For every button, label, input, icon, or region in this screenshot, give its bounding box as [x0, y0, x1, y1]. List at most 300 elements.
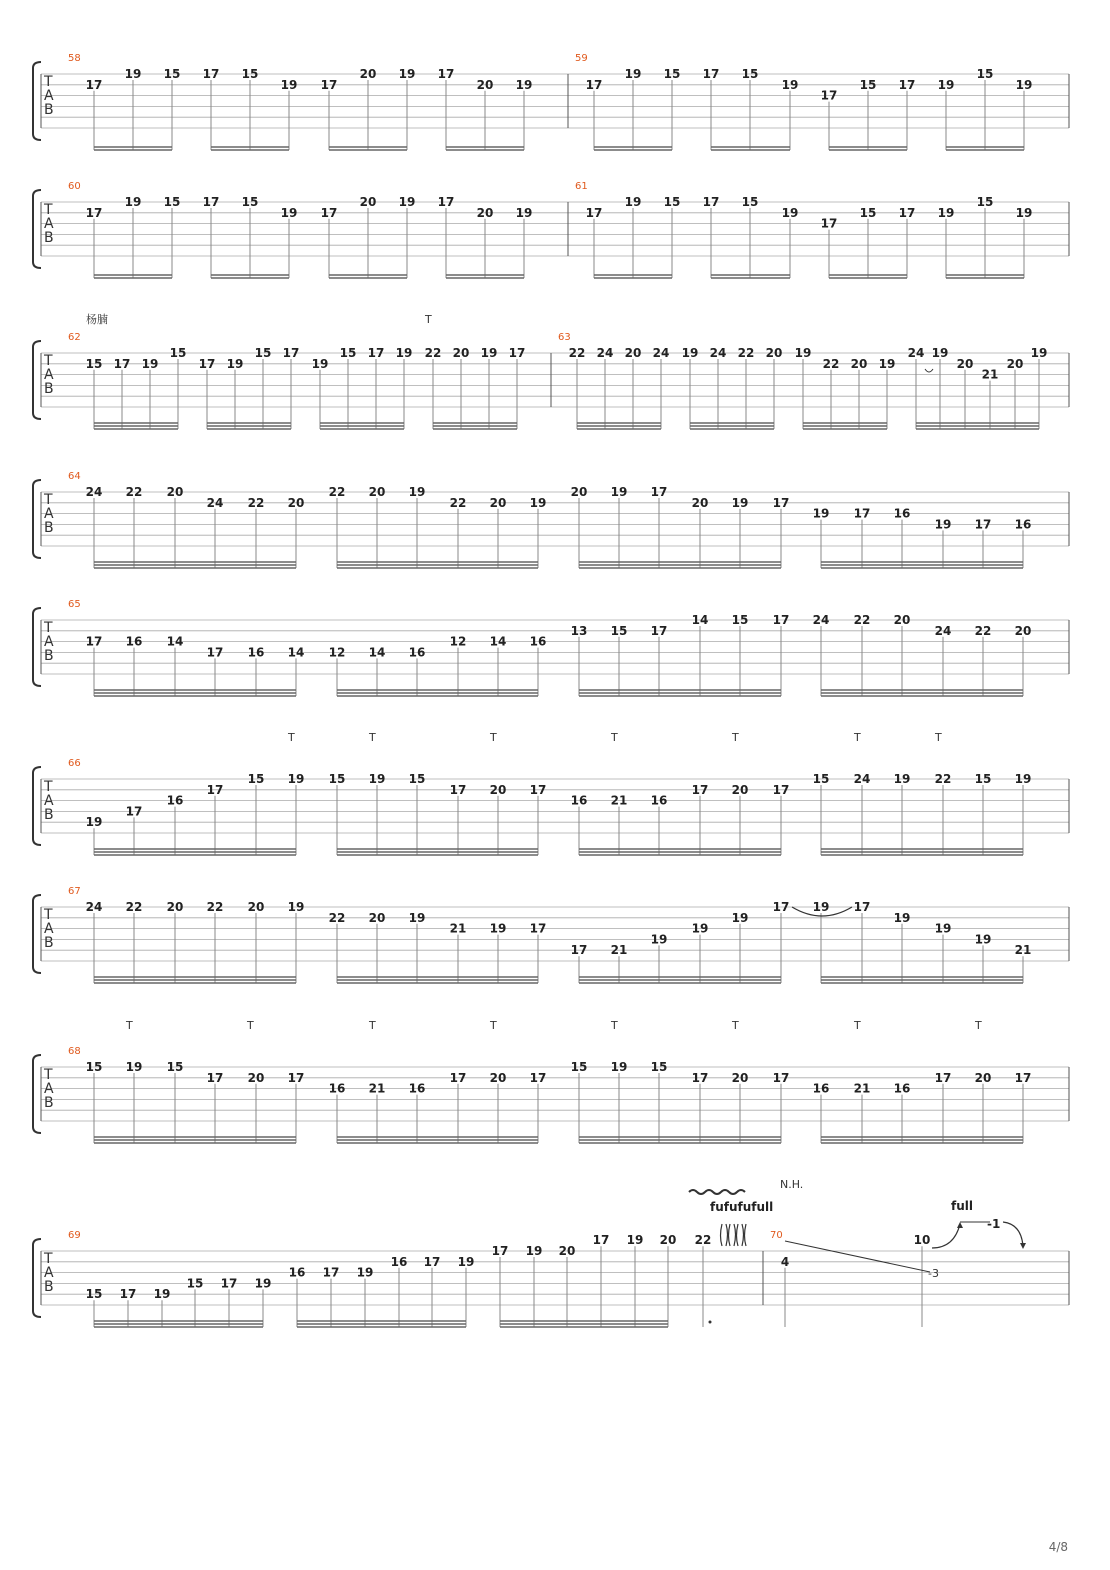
- tab-system: [33, 758, 1069, 855]
- tap-marker: T: [854, 1019, 861, 1032]
- tap-marker: T: [611, 1019, 618, 1032]
- fret-number: 24: [853, 772, 871, 786]
- fret-number: 17: [206, 1070, 224, 1085]
- fret-number: 15: [812, 772, 830, 786]
- bend-arrows: [721, 1224, 747, 1246]
- fret-number: 19: [781, 205, 799, 220]
- fret-number: 22: [568, 346, 586, 360]
- fret-number: 22: [424, 346, 442, 360]
- tap-marker: T: [935, 731, 942, 744]
- fret-number: 15: [974, 772, 992, 786]
- fret-number: 19: [1015, 77, 1033, 92]
- fret-number: 19: [878, 356, 896, 371]
- tab-clef-letter: T: [44, 492, 53, 508]
- fret-number: 17: [820, 216, 838, 231]
- fret-number: 22: [822, 356, 840, 371]
- fret-number: 20: [691, 495, 709, 510]
- system-brace: [33, 62, 41, 140]
- measure-number: 63: [558, 332, 571, 343]
- fret-number: 15: [85, 1287, 103, 1302]
- system-brace: [33, 1055, 41, 1133]
- fret-number: 15: [166, 1060, 184, 1074]
- fret-number: 17: [125, 804, 143, 819]
- fret-number: 20: [956, 356, 974, 371]
- measure-number: 62: [68, 332, 81, 343]
- fret-number: 17: [437, 195, 455, 209]
- fret-number: 20: [359, 67, 377, 81]
- fret-number: 14: [368, 645, 386, 660]
- fret-number: 21: [610, 943, 628, 958]
- fret-number: 20: [659, 1233, 677, 1248]
- fret-number: 19: [85, 815, 103, 830]
- fret-number: 17: [320, 205, 338, 220]
- bend-release-arrowhead: [1020, 1243, 1026, 1249]
- fret-number: 17: [198, 356, 216, 371]
- full-bend-label: full: [951, 1199, 973, 1213]
- fret-number: 17: [491, 1244, 509, 1258]
- fret-number: 16: [408, 645, 426, 660]
- tab-system: [33, 471, 1069, 568]
- tab-clef-letter: T: [44, 74, 53, 90]
- fret-number: 19: [489, 921, 507, 936]
- fret-number: 17: [772, 782, 790, 797]
- fret-number: 20: [489, 1070, 507, 1085]
- fret-number: 15: [663, 67, 681, 81]
- tap-marker: T: [369, 1019, 376, 1032]
- tap-marker: T: [288, 731, 295, 744]
- fret-number: 24: [812, 613, 830, 627]
- fret-number: 17: [702, 195, 720, 209]
- fret-number: 17: [772, 1070, 790, 1085]
- fret-number: 19: [226, 356, 244, 371]
- measure-number: 64: [68, 471, 81, 482]
- fret-number: 14: [287, 645, 305, 660]
- page-number: 4/8: [1048, 1540, 1068, 1554]
- fret-number: 17: [282, 346, 300, 360]
- tab-clef-letter: B: [44, 381, 54, 397]
- fret-number: 17: [585, 77, 603, 92]
- fret-number: 17: [974, 517, 992, 532]
- system-brace: [33, 767, 41, 845]
- fret-number: 16: [125, 634, 143, 649]
- fret-number: 15: [339, 346, 357, 360]
- fret-number: 20: [893, 613, 911, 627]
- tap-marker: T: [854, 731, 861, 744]
- fret-number: 19: [624, 195, 642, 209]
- measure-number: 69: [68, 1230, 81, 1241]
- fret-number: 19: [515, 77, 533, 92]
- dot-marker: [709, 1321, 712, 1324]
- system-brace: [33, 480, 41, 558]
- fret-number: 20: [1014, 623, 1032, 638]
- fret-number: 19: [937, 77, 955, 92]
- fret-number: 19: [457, 1254, 475, 1269]
- tab-clef-letter: A: [44, 1081, 54, 1097]
- vibrato-mark: [689, 1190, 745, 1194]
- fret-number: 20: [570, 485, 588, 499]
- fret-number: 19: [781, 77, 799, 92]
- fret-number: 14: [691, 613, 709, 627]
- fret-number: 17: [820, 88, 838, 103]
- measure-number: 66: [68, 758, 81, 769]
- fret-number: 16: [529, 634, 547, 649]
- fret-number: 17: [508, 346, 526, 360]
- fret-number: 14: [166, 634, 184, 649]
- fret-number: 16: [408, 1081, 426, 1096]
- tab-clef-letter: A: [44, 88, 54, 104]
- bend-release-curve: [1003, 1222, 1023, 1246]
- fret-number: 15: [85, 356, 103, 371]
- fret-number: 19: [368, 772, 386, 786]
- fret-number: 19: [398, 67, 416, 81]
- fret-number: 24: [206, 495, 224, 510]
- fret-number: 17: [220, 1276, 238, 1291]
- tap-marker: T: [611, 731, 618, 744]
- measure-number: 67: [68, 886, 81, 897]
- fret-number: 19: [141, 356, 159, 371]
- fret-number: 17: [529, 782, 547, 797]
- fret-number: 22: [328, 910, 346, 925]
- fret-number: 20: [489, 495, 507, 510]
- fret-number: 15: [976, 67, 994, 81]
- tab-clef-letter: T: [44, 907, 53, 923]
- fret-number: 17: [853, 506, 871, 521]
- tab-clef-letter: B: [44, 1095, 54, 1111]
- fret-number: 19: [691, 921, 709, 936]
- tab-clef-letter: B: [44, 935, 54, 951]
- fret-number: 24: [85, 900, 103, 914]
- fret-number: 19: [153, 1287, 171, 1302]
- tab-system: [33, 181, 1069, 278]
- tap-marker: T: [975, 1019, 982, 1032]
- fret-number: 19: [1014, 772, 1032, 786]
- fret-number: 13: [570, 623, 588, 638]
- fret-number: 15: [163, 195, 181, 209]
- tap-row-1: [287, 731, 942, 744]
- fret-number: 15: [163, 67, 181, 81]
- staves: [33, 53, 1069, 1327]
- fret-number: 22: [737, 346, 755, 360]
- fret-number: 19: [280, 205, 298, 220]
- measure-number: 59: [575, 53, 588, 64]
- tab-system: [33, 53, 1069, 150]
- fret-number: 20: [731, 782, 749, 797]
- fret-number: 15: [247, 772, 265, 786]
- tap-row-2: [125, 1019, 982, 1032]
- fret-number: 15: [241, 67, 259, 81]
- fret-number: 19: [1030, 346, 1048, 360]
- fret-number: 24: [596, 346, 614, 360]
- tab-clef-letter: A: [44, 506, 54, 522]
- fret-number: 19: [812, 900, 830, 914]
- fret-number: 19: [525, 1244, 543, 1258]
- measure-number: 58: [68, 53, 81, 64]
- tap-marker: T: [732, 731, 739, 744]
- fret-number: 20: [166, 485, 184, 499]
- fret-number: 17: [85, 77, 103, 92]
- fret-number: 19: [934, 517, 952, 532]
- fret-number: 20: [368, 910, 386, 925]
- fret-number: 22: [125, 900, 143, 914]
- tap-marker: T: [425, 313, 432, 326]
- fret-number: 19: [254, 1276, 272, 1291]
- fret-number: 15: [610, 623, 628, 638]
- fret-number: 17: [449, 782, 467, 797]
- fret-number: 19: [408, 485, 426, 499]
- fret-number: 15: [186, 1276, 204, 1291]
- fret-number: 17: [1014, 1070, 1032, 1085]
- fret-number: 21: [449, 921, 467, 936]
- fret-number: 17: [85, 634, 103, 649]
- tab-clef-letter: B: [44, 520, 54, 536]
- fret-number: 17: [437, 67, 455, 81]
- system-brace: [33, 190, 41, 268]
- tab-clef-letter: T: [44, 1067, 53, 1083]
- tab-clef-letter: T: [44, 353, 53, 369]
- fret-number: 15: [663, 195, 681, 209]
- fret-number: 17: [691, 782, 709, 797]
- fret-number: 22: [934, 772, 952, 786]
- fret-number: 16: [812, 1081, 830, 1096]
- fret-number: 10: [913, 1233, 931, 1248]
- tap-marker: T: [126, 1019, 133, 1032]
- fret-number: 17: [322, 1265, 340, 1280]
- fret-number: 15: [859, 205, 877, 220]
- fret-number: 16: [166, 793, 184, 808]
- fret-number: 17: [202, 195, 220, 209]
- fret-number: 17: [529, 1070, 547, 1085]
- tab-clef-letter: B: [44, 648, 54, 664]
- fret-number: 17: [934, 1070, 952, 1085]
- fret-number: 21: [368, 1081, 386, 1096]
- fret-number: 20: [247, 900, 265, 914]
- fret-number: 15: [241, 195, 259, 209]
- tab-clef-letter: A: [44, 793, 54, 809]
- fret-number: 16: [1014, 517, 1032, 532]
- fret-number: 19: [287, 900, 305, 914]
- tab-clef-letter: T: [44, 202, 53, 218]
- fret-number: 14: [489, 634, 507, 649]
- fret-number: 16: [288, 1265, 306, 1280]
- fret-number: 16: [247, 645, 265, 660]
- fret-number: 20: [452, 346, 470, 360]
- tab-system: [33, 1230, 1069, 1327]
- fret-number: 19: [931, 346, 949, 360]
- fret-number: 15: [741, 67, 759, 81]
- fret-number: 19: [280, 77, 298, 92]
- tap-marker: T: [490, 731, 497, 744]
- fret-number: 19: [610, 485, 628, 499]
- fret-number: 22: [125, 485, 143, 499]
- fret-number: 17: [772, 613, 790, 627]
- fret-number: 19: [287, 772, 305, 786]
- fret-number: 17: [423, 1254, 441, 1269]
- fret-number: 20: [765, 346, 783, 360]
- natural-harmonic-label: N.H.: [780, 1178, 804, 1191]
- tab-system: [33, 332, 1069, 429]
- tab-clef-letter: T: [44, 779, 53, 795]
- fret-number: 16: [893, 506, 911, 521]
- fret-number: 22: [206, 900, 224, 914]
- fret-number: 15: [169, 346, 187, 360]
- fret-number: 19: [934, 921, 952, 936]
- fret-number: 21: [1014, 943, 1032, 958]
- fret-number: 19: [893, 772, 911, 786]
- measure-number: 61: [575, 181, 588, 192]
- tap-marker: T: [369, 731, 376, 744]
- measure-number: 68: [68, 1046, 81, 1057]
- fret-number: 24: [907, 346, 925, 360]
- fret-number: 17: [529, 921, 547, 936]
- fret-number: 17: [85, 205, 103, 220]
- fret-number: 20: [247, 1070, 265, 1085]
- bend-up-curve: [932, 1224, 960, 1248]
- fret-number: 4: [780, 1254, 790, 1269]
- tap-marker: T: [490, 1019, 497, 1032]
- fret-number: 19: [529, 495, 547, 510]
- fret-number: 20: [850, 356, 868, 371]
- slide-end-label: -3: [928, 1267, 939, 1280]
- bend-up-arrowhead: [957, 1222, 963, 1228]
- fret-number: 20: [624, 346, 642, 360]
- fret-number: 19: [974, 932, 992, 947]
- fret-number: 19: [610, 1060, 628, 1074]
- tab-clef-letter: A: [44, 634, 54, 650]
- fret-number: 19: [794, 346, 812, 360]
- fret-number: 19: [1015, 205, 1033, 220]
- fret-number: 24: [934, 623, 952, 638]
- fret-number: 24: [85, 485, 103, 499]
- fret-number: 17: [206, 782, 224, 797]
- fret-number: 19: [124, 195, 142, 209]
- fret-number: 19: [731, 495, 749, 510]
- artist-label: 杨腩: [86, 313, 108, 326]
- fret-number: 20: [974, 1070, 992, 1085]
- fret-number: 20: [287, 495, 305, 510]
- fret-number: 15: [731, 613, 749, 627]
- fret-number: 16: [390, 1254, 408, 1269]
- fret-number: 19: [937, 205, 955, 220]
- fret-number: 20: [359, 195, 377, 209]
- fret-number: 15: [85, 1060, 103, 1074]
- measure-number: 70: [770, 1230, 783, 1241]
- fret-number: 20: [166, 900, 184, 914]
- fret-number: 19: [398, 195, 416, 209]
- fret-number: 17: [898, 205, 916, 220]
- fret-number: 15: [254, 346, 272, 360]
- tap-marker: T: [247, 1019, 254, 1032]
- fret-number: 17: [206, 645, 224, 660]
- fret-number: 19: [311, 356, 329, 371]
- fret-number: 17: [570, 943, 588, 958]
- fret-number: 19: [395, 346, 413, 360]
- fret-number: 22: [247, 495, 265, 510]
- fret-number: 17: [772, 900, 790, 914]
- fret-number: 19: [731, 910, 749, 925]
- fret-number: 20: [476, 205, 494, 220]
- fret-number: 17: [585, 205, 603, 220]
- fret-number: 20: [368, 485, 386, 499]
- fret-number: 24: [652, 346, 670, 360]
- fret-number: 12: [449, 634, 467, 649]
- fret-number: 19: [125, 1060, 143, 1074]
- fret-number: 19: [408, 910, 426, 925]
- fret-number: 21: [981, 367, 999, 382]
- bend-dip-mark: [925, 369, 933, 372]
- fret-number: 15: [570, 1060, 588, 1074]
- fret-number: 22: [328, 485, 346, 499]
- tab-clef-letter: T: [44, 1251, 53, 1267]
- fret-number: 22: [694, 1233, 712, 1248]
- fret-number: 17: [702, 67, 720, 81]
- fret-number: 17: [853, 900, 871, 914]
- bend-release-label: -1: [987, 1217, 1001, 1231]
- fret-number: 20: [731, 1070, 749, 1085]
- fret-number: 21: [610, 793, 628, 808]
- fret-number: 15: [328, 772, 346, 786]
- fret-number: 19: [626, 1233, 644, 1248]
- fret-number: 19: [515, 205, 533, 220]
- slide-line: [785, 1241, 930, 1272]
- fret-number: 19: [124, 67, 142, 81]
- fret-number: 17: [113, 356, 131, 371]
- fret-number: 17: [691, 1070, 709, 1085]
- tap-marker: T: [732, 1019, 739, 1032]
- tab-clef-letter: A: [44, 216, 54, 232]
- fret-number: 16: [570, 793, 588, 808]
- fret-number: 24: [709, 346, 727, 360]
- system-brace: [33, 1239, 41, 1317]
- fret-number: 17: [650, 485, 668, 499]
- tab-system: [33, 599, 1069, 696]
- tab-clef-letter: B: [44, 1279, 54, 1295]
- fret-number: 19: [893, 910, 911, 925]
- fret-number: 15: [976, 195, 994, 209]
- fret-number: 15: [859, 77, 877, 92]
- fret-number: 20: [1006, 356, 1024, 371]
- fret-number: 19: [681, 346, 699, 360]
- tab-clef-letter: T: [44, 620, 53, 636]
- fret-number: 19: [650, 932, 668, 947]
- fret-number: 15: [650, 1060, 668, 1074]
- fret-number: 22: [449, 495, 467, 510]
- tab-clef-letter: A: [44, 367, 54, 383]
- fret-number: 22: [853, 613, 871, 627]
- system-brace: [33, 608, 41, 686]
- measure-number: 65: [68, 599, 81, 610]
- fret-number: 20: [558, 1244, 576, 1258]
- fret-number: 17: [119, 1287, 137, 1302]
- tab-clef-letter: B: [44, 807, 54, 823]
- fret-number: 20: [489, 782, 507, 797]
- fret-number: 19: [812, 506, 830, 521]
- fret-number: 17: [320, 77, 338, 92]
- tab-clef-letter: B: [44, 230, 54, 246]
- fret-number: 17: [898, 77, 916, 92]
- fret-number: 17: [449, 1070, 467, 1085]
- tab-clef-letter: B: [44, 102, 54, 118]
- fret-number: 17: [367, 346, 385, 360]
- measure-number: 60: [68, 181, 81, 192]
- fret-number: 16: [650, 793, 668, 808]
- system-brace: [33, 895, 41, 973]
- fret-number: 15: [408, 772, 426, 786]
- fret-number: 17: [592, 1233, 610, 1248]
- fret-number: 17: [287, 1070, 305, 1085]
- fret-number: 16: [328, 1081, 346, 1096]
- tab-system: [33, 1046, 1069, 1143]
- fret-number: 16: [893, 1081, 911, 1096]
